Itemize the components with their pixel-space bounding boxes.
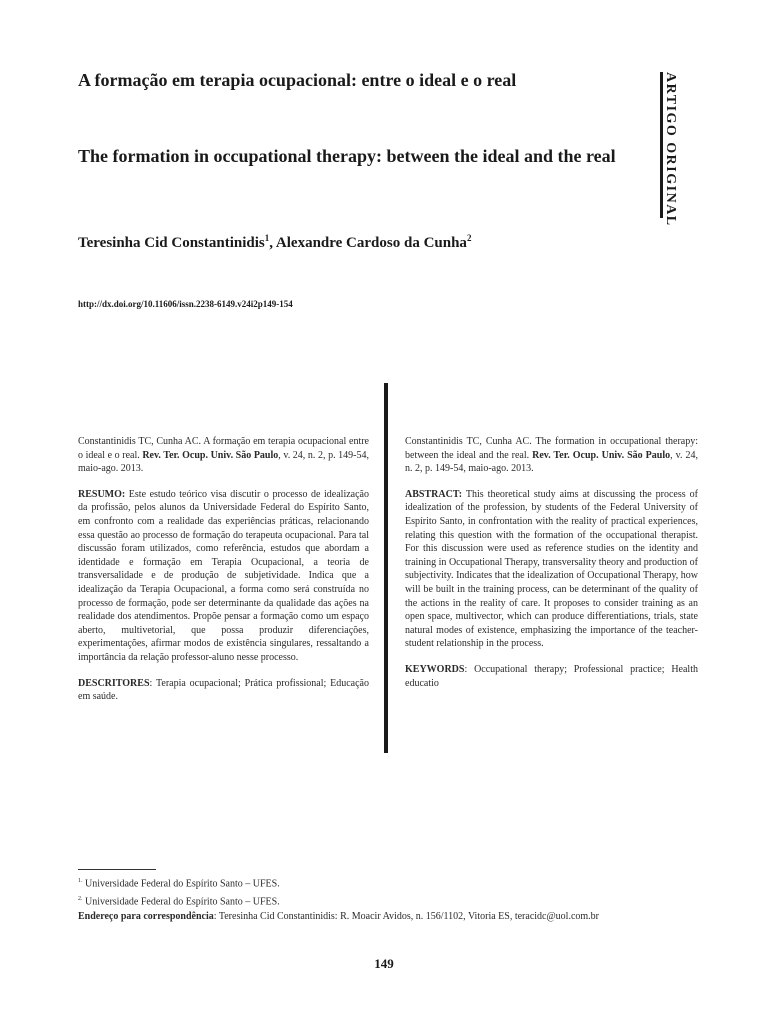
article-title-english: The formation in occupational therapy: between the ideal and the real bbox=[78, 146, 616, 166]
footnote-marker: 1. bbox=[78, 878, 83, 884]
section-side-label bbox=[660, 72, 694, 227]
abstract-column-english bbox=[405, 435, 698, 702]
footnote-divider bbox=[78, 869, 156, 870]
author-name: Alexandre Cardoso da Cunha bbox=[275, 235, 467, 251]
author-name: Teresinha Cid Constantinidis bbox=[78, 235, 265, 251]
abstract-label: RESUMO: bbox=[78, 488, 126, 500]
correspondence bbox=[78, 910, 698, 925]
author-separator: , bbox=[269, 235, 276, 251]
footnote-1 bbox=[78, 874, 698, 892]
keywords-text: : Occupational therapy; Professional practice; Health educatio bbox=[405, 663, 698, 689]
journal-name: Rev. Ter. Ocup. Univ. São Paulo bbox=[142, 449, 279, 461]
keywords-paragraph bbox=[78, 677, 369, 704]
correspondence-text: : Teresinha Cid Constantinidis: R. Moacir Avidos, n. 156/1102, Vitoria ES, teracidc@uol.com.br bbox=[213, 910, 600, 922]
footnote-text: Universidade Federal do Espírito Santo – UFES. bbox=[82, 896, 280, 908]
page-number: 149 bbox=[374, 956, 394, 971]
citation bbox=[405, 435, 698, 476]
section-label-text: ARTIGO ORIGINAL bbox=[663, 72, 678, 227]
citation-text: Constantinidis TC, Cunha AC. The formation in occupational therapy: between the ideal and the real. bbox=[405, 436, 698, 461]
section-label-bar bbox=[660, 72, 663, 218]
article-title-portuguese: A formação em terapia ocupacional: entre o ideal e o real bbox=[78, 70, 517, 90]
footnote-2 bbox=[78, 892, 698, 910]
citation bbox=[78, 435, 369, 476]
footnote-text: Universidade Federal do Espírito Santo – UFES. bbox=[82, 878, 280, 890]
doi-link[interactable]: http://dx.doi.org/10.11606/issn.2238-6149.v24i2p149-154 bbox=[78, 299, 293, 309]
citation-details: , v. 24, n. 2, p. 149-54, maio-ago. 2013. bbox=[78, 449, 369, 475]
footnotes bbox=[78, 874, 698, 924]
keywords-label: DESCRITORES bbox=[78, 677, 150, 689]
correspondence-label: Endereço para correspondência bbox=[78, 910, 214, 922]
column-divider bbox=[384, 383, 388, 753]
keywords-label: KEYWORDS bbox=[405, 663, 465, 675]
abstract-text: This theoretical study aims at discussing the process of idealization of the profession, by students of the Federal University of Espírito Santo, in confrontation with the reality of practical experiences, relating this question with the formation of the occupational therapist. For this discussion were used as reference studies on the identity and training in Occupational Therapy, transversality theory and production of subjectivity. Indicates that the idealization of Occupational Therapy, how will be built in the training process, can be determinant of the quality of the actions in the reality of care. It proposes to consider training as an open space, multivector, which can produce differentiations, trials, state natural modes of existence, emphasizing the importance of the teacher-student relationship in the process. bbox=[405, 488, 698, 650]
affiliation-marker: 1 bbox=[264, 233, 270, 243]
citation-details: , v. 24, n. 2, p. 149-54, maio-ago. 2013. bbox=[405, 449, 698, 475]
keywords-paragraph bbox=[405, 663, 698, 690]
keywords-text: : Terapia ocupacional; Prática profissional; Educação em saúde. bbox=[78, 677, 369, 703]
abstract-paragraph bbox=[78, 488, 369, 665]
citation-text: Constantinidis TC, Cunha AC. A formação em terapia ocupacional entre o ideal e o real. bbox=[78, 436, 369, 461]
author-line bbox=[78, 235, 471, 252]
abstract-column-portuguese bbox=[78, 435, 369, 716]
footnote-marker: 2. bbox=[78, 895, 83, 902]
abstract-paragraph bbox=[405, 488, 698, 651]
affiliation-marker: 2 bbox=[466, 233, 472, 243]
abstract-label: ABSTRACT: bbox=[405, 488, 463, 500]
abstract-text: Este estudo teórico visa discutir o processo de idealização da profissão, pelos alunos da Universidade Federal do Espírito Santo, em confronto com a realidade das experiências práticas, relacionando essa questão ao processo de formação do terapeuta ocupacional. Para tal discussão foram utilizados, como referência, estudos que abordam a identidade e formação em Terapia Ocupacional, a teoria de transversalidade e de produção de subjetividade. Indica que a idealização da Terapia Ocupacional, a forma como será construída no processo de formação, pode ser determinante da qualidade das ações na realidade dos atendimentos. Propõe pensar a formação como um espaço aberto, multivetorial, que possa produzir diferenciações, experimentações, afirmar modos de existência singulares, ressaltando a importância da relação professor-aluno nesse processo. bbox=[78, 488, 369, 663]
journal-name: Rev. Ter. Ocup. Univ. São Paulo bbox=[532, 449, 671, 461]
